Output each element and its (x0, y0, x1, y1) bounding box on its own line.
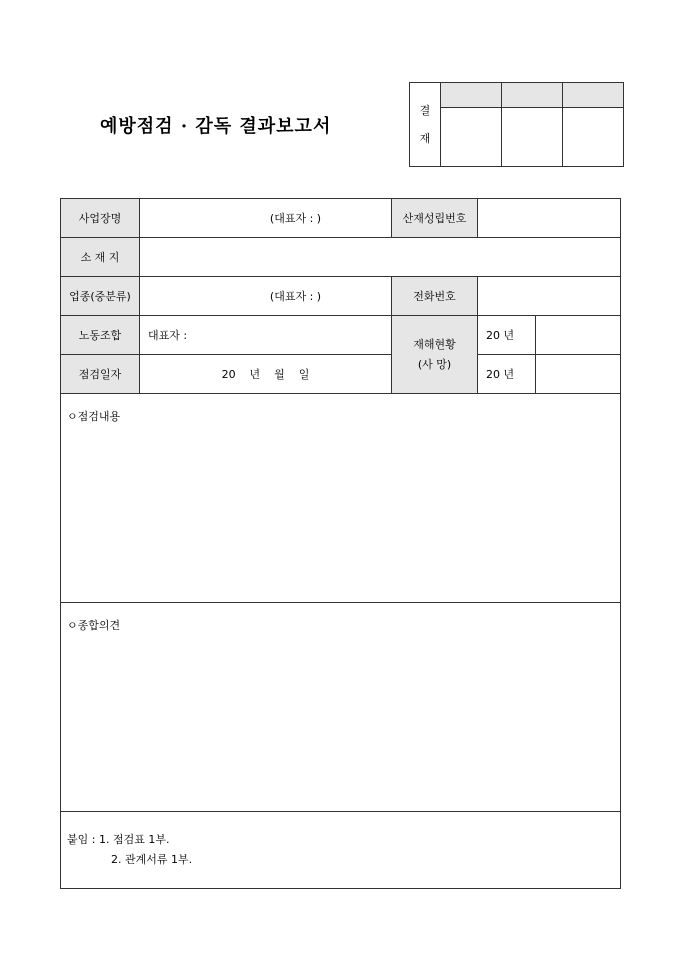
accident-year-1: 20 년 (478, 316, 536, 355)
accident-label: 재해현황 (413, 337, 456, 351)
phone-field[interactable] (478, 277, 621, 316)
approval-box (409, 82, 624, 167)
attachment-area (61, 812, 621, 889)
label-industry: 업종(중분류) (61, 277, 140, 316)
industry-rep: (대표자 : ) (269, 290, 322, 303)
label-inspection-date: 점검일자 (61, 355, 140, 394)
industry-field[interactable] (140, 277, 392, 316)
approval-label-bottom: 재 (419, 131, 431, 145)
label-insurance-number: 산재성립번호 (392, 199, 478, 238)
accident-sub: (사 망) (417, 357, 452, 371)
approval-sign-1[interactable] (441, 108, 502, 167)
inspection-date-field[interactable]: 20 년 월 일 (140, 355, 392, 394)
approval-sign-3[interactable] (563, 108, 624, 167)
approval-sign-2[interactable] (502, 108, 563, 167)
overall-opinion-label: ㅇ종합의견 (67, 619, 121, 632)
union-field[interactable]: 대표자 : (140, 316, 392, 355)
report-form (60, 198, 621, 889)
overall-opinion-area[interactable] (61, 603, 621, 812)
accident-year-2: 20 년 (478, 355, 536, 394)
approval-header-1 (441, 83, 502, 108)
label-business-name: 사업장명 (61, 199, 140, 238)
insurance-number-field[interactable] (478, 199, 621, 238)
accident-value-1[interactable] (536, 316, 621, 355)
business-rep: (대표자 : ) (269, 212, 322, 225)
approval-header-3 (563, 83, 624, 108)
attachment-line-1: 붙임 : 1. 점검표 1부. (67, 833, 170, 846)
business-name-field[interactable] (140, 199, 392, 238)
accident-value-2[interactable] (536, 355, 621, 394)
label-phone: 전화번호 (392, 277, 478, 316)
approval-header-2 (502, 83, 563, 108)
approval-label (410, 83, 441, 167)
attachment-line-2: 2. 관계서류 1부. (111, 853, 193, 866)
inspection-content-label: ㅇ점검내용 (67, 410, 121, 423)
label-location: 소 재 지 (61, 238, 140, 277)
page-title: 예방점검 · 감독 결과보고서 (100, 116, 332, 137)
approval-label-top: 결 (419, 103, 431, 117)
label-accident-status (392, 316, 478, 394)
location-field[interactable] (140, 238, 621, 277)
label-union: 노동조합 (61, 316, 140, 355)
inspection-content-area[interactable] (61, 394, 621, 603)
